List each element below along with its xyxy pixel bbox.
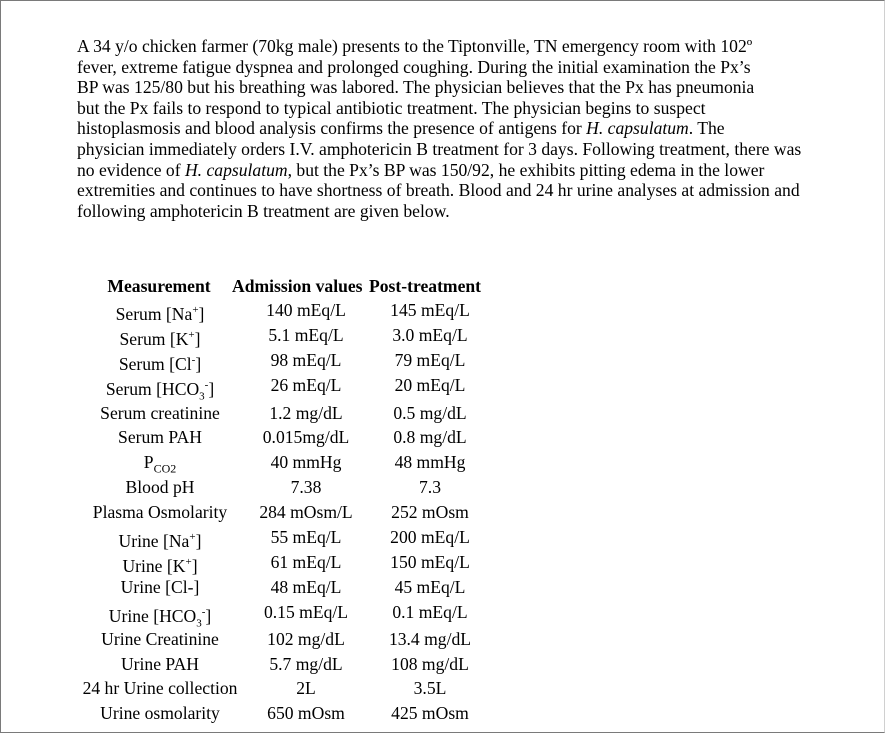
superscript: - <box>191 354 196 366</box>
admission-value: 102 mg/dL <box>267 629 345 649</box>
admission-value: 98 mEq/L <box>270 350 342 370</box>
admission-value: 26 mEq/L <box>270 375 342 395</box>
table-header-row <box>60 276 540 301</box>
measurement-name: Serum [Na+] <box>115 303 205 324</box>
measurement-name: Urine PAH <box>120 654 200 674</box>
post-treatment-value: 7.3 <box>419 477 441 497</box>
measurement-name: Urine osmolarity <box>100 703 220 723</box>
passage-line: extremities and continues to have shortness of breath. Blood and 24 hr urine analyses at admission and <box>77 180 800 201</box>
passage-line: following amphotericin B treatment are given below. <box>77 200 450 221</box>
subscript: 3 <box>199 390 205 403</box>
table-row <box>60 577 540 602</box>
admission-value: 1.2 mg/dL <box>269 403 343 423</box>
measurement-name: Serum [Cl-] <box>118 353 202 374</box>
post-treatment-value: 200 mEq/L <box>390 527 470 547</box>
header-admission: Admission values <box>232 276 363 296</box>
passage-text: no evidence of <box>77 159 185 180</box>
post-treatment-value: 79 mEq/L <box>394 350 466 370</box>
table-row <box>60 527 540 552</box>
passage-line: physician immediately orders I.V. amphotericin B treatment for 3 days. Following treatment, there was <box>77 138 802 159</box>
table-row <box>60 678 540 703</box>
organism-name: H. capsulatum <box>184 159 288 180</box>
admission-value: 650 mOsm <box>267 703 345 723</box>
superscript: - <box>204 379 209 391</box>
header-measurement: Measurement <box>107 276 211 296</box>
post-treatment-value: 45 mEq/L <box>394 577 466 597</box>
measurement-name: Serum PAH <box>118 427 202 447</box>
post-treatment-value: 20 mEq/L <box>394 375 466 395</box>
table-row <box>60 502 540 527</box>
measurement-name: Urine [Na+] <box>118 530 202 551</box>
post-treatment-value: 145 mEq/L <box>390 300 470 320</box>
organism-name: H. capsulatum <box>586 118 689 139</box>
table-row <box>60 375 540 403</box>
admission-value: 0.015mg/dL <box>262 427 350 447</box>
case-description <box>77 36 847 221</box>
admission-value: 7.38 <box>290 477 322 497</box>
post-treatment-value: 0.1 mEq/L <box>392 602 468 622</box>
admission-value: 40 mmHg <box>270 452 342 472</box>
table-row <box>60 350 540 375</box>
table-row <box>60 602 540 630</box>
post-treatment-value: 13.4 mg/dL <box>388 629 472 649</box>
measurement-name: 24 hr Urine collection <box>82 678 238 698</box>
admission-value: 48 mEq/L <box>270 577 342 597</box>
table-row <box>60 703 540 728</box>
passage-line: A 34 y/o chicken farmer (70kg male) presents to the Tiptonville, TN emergency room with 102º <box>77 36 753 56</box>
measurement-name: Plasma Osmolarity <box>92 502 228 522</box>
admission-value: 55 mEq/L <box>270 527 342 547</box>
table-row <box>60 427 540 452</box>
subscript: CO2 <box>153 461 177 476</box>
admission-value: 5.7 mg/dL <box>269 654 343 674</box>
post-treatment-value: 252 mOsm <box>391 502 469 522</box>
passage-line: fever, extreme fatigue dyspnea and prolonged coughing. During the initial examination the Px’s <box>77 56 751 77</box>
table-row <box>60 452 540 477</box>
header-post-treatment: Post-treatment <box>369 276 482 296</box>
table-row <box>60 300 540 325</box>
admission-value: 61 mEq/L <box>270 552 342 572</box>
passage-text: . The <box>688 118 725 139</box>
post-treatment-value: 108 mg/dL <box>391 654 469 674</box>
superscript: - <box>201 606 206 618</box>
admission-value: 140 mEq/L <box>266 300 346 320</box>
table-row <box>60 403 540 428</box>
table-row <box>60 552 540 577</box>
admission-value: 5.1 mEq/L <box>268 325 344 345</box>
post-treatment-value: 48 mmHg <box>394 452 466 472</box>
post-treatment-value: 425 mOsm <box>391 703 469 723</box>
measurement-name: $P_{CO2}$ <box>143 452 177 476</box>
table-row <box>60 654 540 679</box>
passage-line <box>77 118 847 139</box>
measurement-name: Serum $[HCO_3^-]$ <box>105 378 215 403</box>
table-row <box>60 477 540 502</box>
passage-text: histoplasmosis and blood analysis confirms the presence of antigens for <box>77 118 587 139</box>
passage-line <box>77 160 847 181</box>
superscript: + <box>185 556 192 568</box>
measurement-name: Urine Creatinine <box>101 629 219 649</box>
passage-line: but the Px fails to respond to typical antibiotic treatment. The physician begins to suspect <box>77 97 706 118</box>
measurement-name: Urine [K+] <box>122 555 198 576</box>
superscript: + <box>189 531 196 543</box>
table-row <box>60 629 540 654</box>
measurement-name: Blood pH <box>125 477 195 497</box>
table-row <box>60 325 540 350</box>
superscript: + <box>188 329 195 341</box>
measurement-name: Serum creatinine <box>100 403 220 423</box>
admission-value: 2L <box>296 678 316 698</box>
admission-value: 0.15 mEq/L <box>263 602 349 622</box>
admission-value: 284 mOsm/L <box>259 502 353 522</box>
post-treatment-value: 150 mEq/L <box>390 552 470 572</box>
superscript: + <box>192 304 199 316</box>
post-treatment-value: 3.5L <box>413 678 447 698</box>
measurement-name: Urine [Cl-] <box>120 577 200 597</box>
post-treatment-value: 0.8 mg/dL <box>393 427 467 447</box>
measurement-name: Urine $[HCO_3^-]$ <box>108 605 212 630</box>
post-treatment-value: 0.5 mg/dL <box>393 403 467 423</box>
passage-text: , but the Px’s BP was 150/92, he exhibits pitting edema in the lower <box>287 159 765 180</box>
post-treatment-value: 3.0 mEq/L <box>392 325 468 345</box>
subscript: 3 <box>196 617 202 630</box>
measurement-name: Serum [K+] <box>119 328 201 349</box>
passage-line: BP was 125/80 but his breathing was labored. The physician believes that the Px has pneumonia <box>77 77 755 98</box>
